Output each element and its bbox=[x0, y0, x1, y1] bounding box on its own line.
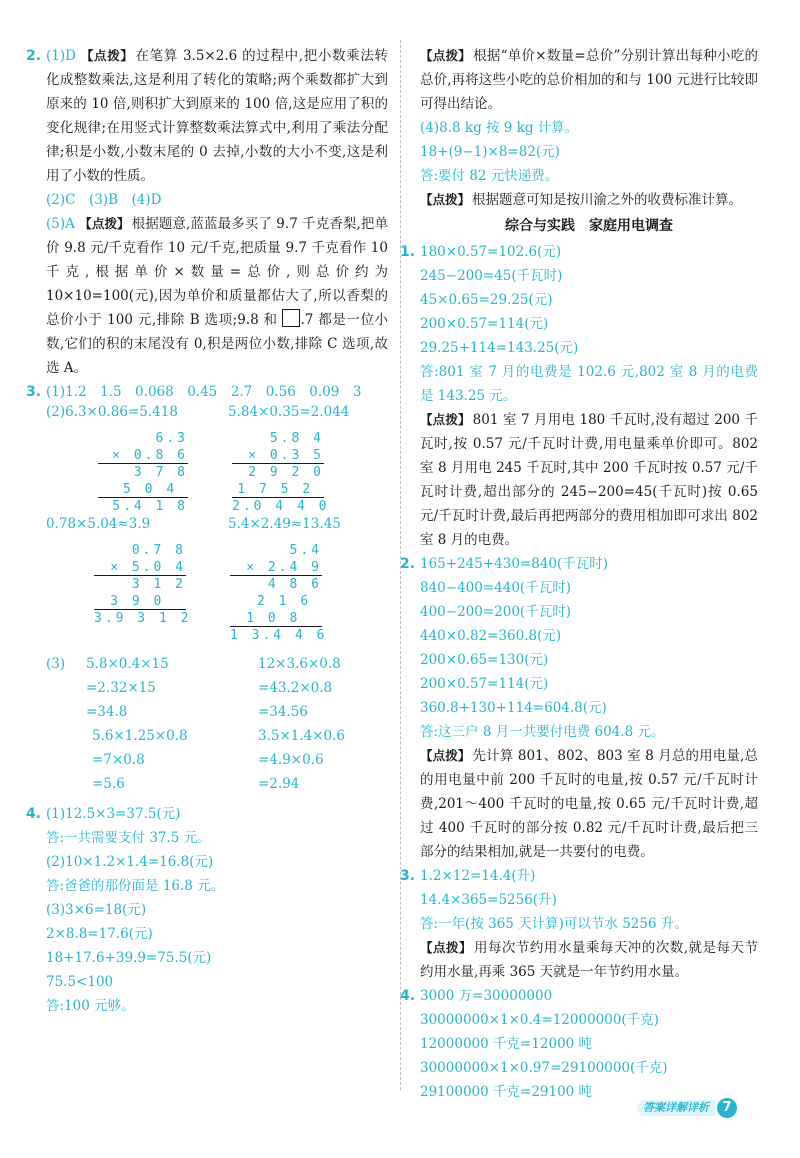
s4-line: 12000000 千克=12000 吨 bbox=[420, 1036, 593, 1052]
s2 bbox=[400, 552, 758, 744]
s2-line: 165+245+430=840(千瓦时) bbox=[420, 556, 609, 572]
s4 bbox=[400, 984, 758, 1104]
tip-tag: 【点拨】 bbox=[80, 48, 134, 63]
s4-line: 29100000 千克=29100 吨 bbox=[420, 1084, 593, 1100]
expression-group bbox=[86, 652, 169, 724]
s2-line: 440×0.82=360.8(元) bbox=[420, 628, 562, 644]
right-column bbox=[400, 44, 758, 1104]
step: =2.94 bbox=[258, 776, 300, 792]
tip-paragraph bbox=[420, 188, 758, 212]
vc-row: × 2.4 9 bbox=[230, 559, 322, 576]
vertical-calc bbox=[232, 430, 330, 515]
vc-row: 1 7 5 2 bbox=[232, 481, 324, 498]
footer-label: 答案详解详析 bbox=[637, 1100, 715, 1116]
answer-choice: (1)D bbox=[46, 48, 76, 64]
vc-row: 5.4 bbox=[289, 543, 322, 558]
s1-line: 245−200=45(千瓦时) bbox=[420, 268, 563, 284]
vc-row: 2 9 2 0 bbox=[248, 465, 324, 480]
tip-tag: 【点拨】 bbox=[420, 192, 471, 207]
question-number: 4. bbox=[26, 806, 42, 822]
q4-line: (3)3×6=18(元) bbox=[46, 902, 147, 918]
answer-line: 答:要付 82 元快递费。 bbox=[420, 168, 559, 184]
s1-line: 45×0.65=29.25(元) bbox=[420, 292, 553, 308]
vc-row: 3.9 3 1 2 bbox=[94, 611, 192, 626]
q3-part3 bbox=[46, 652, 388, 796]
step: =34.8 bbox=[86, 704, 128, 720]
equation: 0.78×5.04≈3.9 bbox=[46, 516, 151, 532]
q4-line: 2×8.8=17.6(元) bbox=[46, 926, 153, 942]
s1 bbox=[400, 240, 758, 408]
step: =2.32×15 bbox=[86, 680, 156, 696]
vc-row: 3 7 8 bbox=[133, 465, 188, 480]
vc-row: 0.7 8 bbox=[131, 543, 186, 558]
q4-line: 75.5<100 bbox=[46, 974, 114, 990]
step: 5.8×0.4×15 bbox=[86, 656, 169, 672]
s3-line: 1.2×12=14.4(升) bbox=[420, 868, 536, 884]
expression-group bbox=[92, 724, 188, 796]
equation: 5.84×0.35=2.044 bbox=[228, 404, 350, 420]
page-footer-badge bbox=[627, 1098, 737, 1118]
q4-line: (2)10×1.2×1.4=16.8(元) bbox=[46, 854, 214, 870]
vc-row: × 0.3 5 bbox=[232, 447, 324, 464]
vertical-calcs-1 bbox=[46, 428, 388, 516]
q2-parts-2-4: (2)C (3)B (4)D bbox=[46, 192, 162, 208]
page-number: 7 bbox=[717, 1098, 737, 1118]
tip-paragraph bbox=[420, 44, 758, 116]
step: 12×3.6×0.8 bbox=[258, 656, 341, 672]
s4-line: 3000 万=30000000 bbox=[420, 988, 553, 1004]
tip-text: 在笔算 3.5×2.6 的过程中,把小数乘法转化成整数乘法,这是利用了转化的策略;两个乘数都扩大到原来的 10 倍,则积扩大到原来的 100 倍,这是应用了积的变化规律;在用竖式计算整数乘法算式中,利用了乘法分配律;积是小数,小数末尾的 0 去掉,小数的大小不变,这是利用了小数的性质。 bbox=[46, 48, 388, 184]
tip-text: 根据题意,蓝蓝最多买了 9.7 千克香梨,把单价 9.8 元/千克看作 10 元/千克,把质量 9.7 千克看作 10 千克,根据单价×数量=总价,则总价约为 10×10=100(元),因为单价和质量都估大了,所以香梨的总价小于 100 元,排除 B 选项;9.8 和 bbox=[46, 216, 388, 328]
s2-line: 400−200=200(千瓦时) bbox=[420, 604, 571, 620]
q4-line: 18+17.6+39.9=75.5(元) bbox=[46, 950, 212, 966]
tip-tag: 【点拨】 bbox=[420, 940, 472, 955]
tip-tag: 【点拨】 bbox=[420, 748, 471, 763]
vc-row: 5 0 4 bbox=[98, 481, 188, 498]
question-number: 1. bbox=[400, 244, 416, 260]
vc-row: × 5.0 4 bbox=[94, 559, 186, 576]
vertical-calc bbox=[230, 542, 328, 644]
s4-line: 30000000×1×0.4=12000000(千克) bbox=[420, 1012, 659, 1028]
blank-box bbox=[282, 309, 300, 327]
vc-row: 3 1 2 bbox=[131, 577, 186, 592]
tip-text: 用每次节约用水量乘每天冲的次数,就是每天节约用水量,再乘 365 天就是一年节约用水量。 bbox=[420, 940, 758, 980]
q3-part1 bbox=[26, 380, 388, 404]
tip-text: 根据“单价×数量=总价”分别计算出每种小吃的总价,再将这些小吃的总价相加的和与 100 元进行比较即可得出结论。 bbox=[420, 48, 758, 112]
answer-line: 18+(9−1)×8=82(元) bbox=[420, 144, 560, 160]
question-number: 2. bbox=[26, 48, 42, 64]
q2-part1 bbox=[26, 44, 388, 188]
step: 3.5×1.4×0.6 bbox=[258, 728, 346, 744]
vc-row: 6.3 bbox=[155, 431, 188, 446]
question-number: 3. bbox=[26, 384, 42, 400]
tip-tag: 【点拨】 bbox=[420, 412, 471, 427]
tip-text: 根据题意可知是按川渝之外的收费标准计算。 bbox=[472, 192, 743, 208]
q4-line: 答:100 元够。 bbox=[46, 998, 135, 1014]
tip-paragraph bbox=[420, 936, 758, 984]
tip-text: 先计算 801、802、803 室 8 月总的用电量,总的用电量中前 200 千瓦时的电量,按 0.57 元/千瓦时计费,201～400 千瓦时的电量,按 0.65 元/千瓦时计费,超过 400 千瓦时的部分按 0.82 元/千瓦时计费,最后把三部分的结果相加,就是一共要付的电费。 bbox=[420, 748, 758, 860]
vc-row: 2 1 6 bbox=[257, 594, 322, 609]
vc-row: × 0.8 6 bbox=[98, 447, 188, 464]
s1-line: 180×0.57=102.6(元) bbox=[420, 244, 562, 260]
vc-row: 1 3.4 4 6 bbox=[230, 628, 328, 643]
expression-group bbox=[258, 652, 341, 724]
tip-paragraph bbox=[420, 408, 758, 552]
question-number: 3. bbox=[400, 868, 416, 884]
step: =34.56 bbox=[258, 704, 308, 720]
step: 5.6×1.25×0.8 bbox=[92, 728, 188, 744]
tip-tag: 【点拨】 bbox=[79, 216, 130, 231]
vc-row: 4 8 6 bbox=[267, 577, 322, 592]
s1-answer: 答:801 室 7 月的电费是 102.6 元,802 室 8 月的电费是 143.25 元。 bbox=[420, 364, 758, 404]
s2-line: 840−400=440(千瓦时) bbox=[420, 580, 571, 596]
s3 bbox=[400, 864, 758, 936]
step: =5.6 bbox=[92, 776, 125, 792]
tip-paragraph bbox=[420, 744, 758, 864]
answer-choice: (5)A bbox=[46, 216, 75, 232]
question-number: 2. bbox=[400, 556, 416, 572]
part-label: (3) bbox=[46, 656, 66, 672]
q4-line: 答:一共需要支付 37.5 元。 bbox=[46, 830, 211, 846]
answer-line: (4)8.8 kg 按 9 kg 计算。 bbox=[420, 120, 579, 136]
s1-line: 29.25+114=143.25(元) bbox=[420, 340, 579, 356]
s2-line: 200×0.65=130(元) bbox=[420, 652, 549, 668]
tip-text: .7 都是一位小数,它们的积的末尾没有 0,积是两位小数,排除 C 选项,故选 A。 bbox=[46, 312, 389, 376]
s2-line: 答:这三户 8 月一共要付电费 604.8 元。 bbox=[420, 724, 665, 740]
step: =43.2×0.8 bbox=[258, 680, 333, 696]
s1-line: 200×0.57=114(元) bbox=[420, 316, 549, 332]
q3-part1-text: (1)1.2 1.5 0.068 0.45 2.7 0.56 0.09 3 bbox=[46, 384, 362, 400]
q2-part5 bbox=[46, 212, 388, 380]
vc-row: 5.4 1 8 bbox=[112, 499, 188, 514]
vertical-calc bbox=[94, 542, 192, 627]
tip-text: 801 室 7 月用电 180 千瓦时,没有超过 200 千瓦时,按 0.57 元/千瓦时计费,用电量乘单价即可。802 室 8 月用电 245 千瓦时,其中 200 千瓦时按 0.57 元/千瓦时计费,超出部分的 245−200=45(千瓦时)按 0.65 元/千瓦时计费,最后再把两部分的费用相加即可求出 802 室 8 月的电费。 bbox=[420, 412, 758, 548]
left-column bbox=[26, 44, 389, 1018]
vc-row: 1 0 8 bbox=[230, 610, 322, 627]
tip-tag: 【点拨】 bbox=[420, 48, 472, 63]
vc-row: 5.8 4 bbox=[269, 431, 324, 446]
section-title: 综合与实践 家庭用电调查 bbox=[505, 218, 673, 234]
q4 bbox=[26, 802, 388, 1018]
vc-row: 3 9 0 bbox=[94, 593, 186, 610]
vertical-calc bbox=[98, 430, 188, 515]
step: =7×0.8 bbox=[92, 752, 145, 768]
vertical-calcs-2 bbox=[46, 540, 388, 648]
step: =4.9×0.6 bbox=[258, 752, 324, 768]
equation: (2)6.3×0.86=5.418 bbox=[46, 404, 178, 420]
question-number: 4. bbox=[400, 988, 416, 1004]
expression-group bbox=[258, 724, 345, 796]
vc-row: 2.0 4 4 0 bbox=[232, 499, 330, 514]
s4-line: 30000000×1×0.97=29100000(千克) bbox=[420, 1060, 668, 1076]
s2-line: 360.8+130+114=604.8(元) bbox=[420, 700, 607, 716]
s3-line: 14.4×365=5256(升) bbox=[420, 892, 557, 908]
q3-part2-equations bbox=[46, 404, 388, 428]
s2-line: 200×0.57=114(元) bbox=[420, 676, 549, 692]
s3-line: 答:一年(按 365 天计算)可以节水 5256 升。 bbox=[420, 916, 688, 932]
q4-line: (1)12.5×3=37.5(元) bbox=[46, 806, 181, 822]
q4-line: 答:爸爸的那份面是 16.8 元。 bbox=[46, 878, 225, 894]
equation: 5.4×2.49≈13.45 bbox=[228, 516, 341, 532]
q3-part2-estimates bbox=[46, 516, 388, 540]
